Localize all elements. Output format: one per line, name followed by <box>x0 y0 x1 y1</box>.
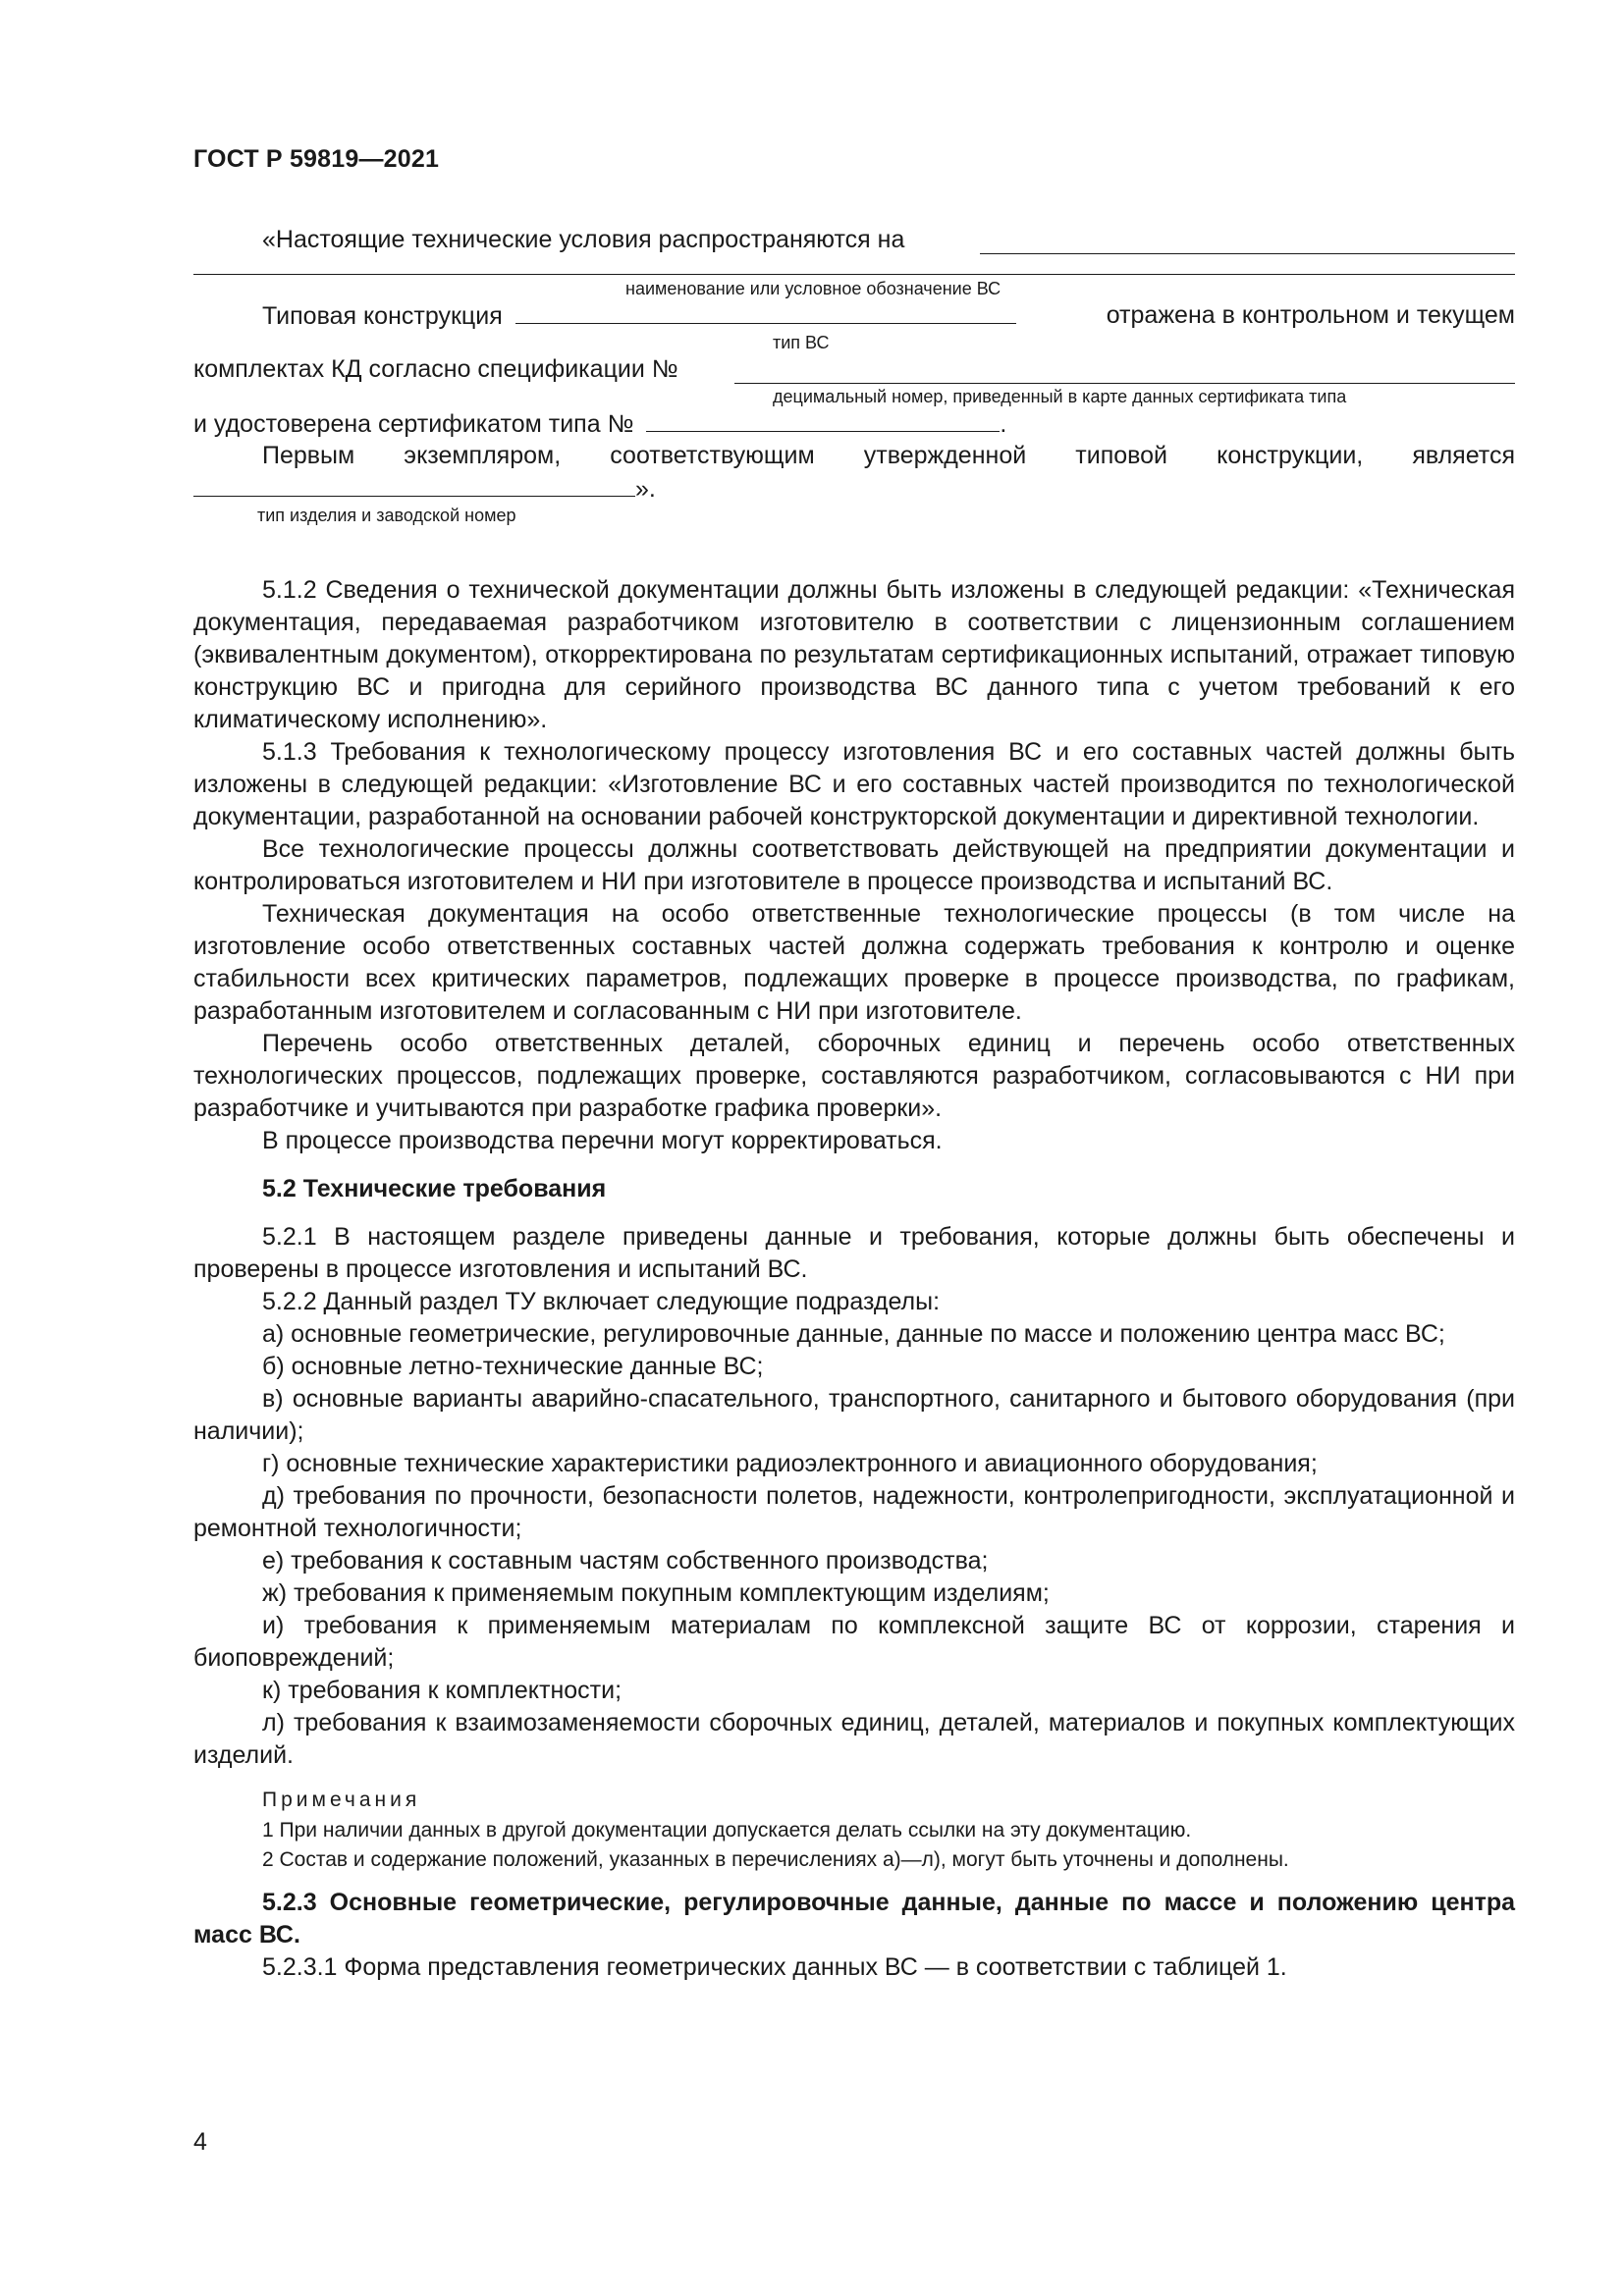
paragraph: В процессе производства перечни могут корректироваться. <box>262 1127 943 1154</box>
paragraph: 5.1.2 Сведения о технической документации должны быть изложены в следующей редакции: «Техническая документация, передаваемая разработчиком изготовителю в соответствии с лицензионным соглашением (эквивалентным документом), откорректирована по результатам сертификационных испытаний, отражает типовую конструкцию ВС и пригодна для серийного производства ВС данного типа с учетом требований к его климатическому исполнению». <box>193 576 1515 733</box>
form-line-1b <box>193 256 1515 278</box>
list-item: а) основные геометрические, регулировочные данные, данные по массе и положению центра масс ВС; <box>262 1320 1445 1348</box>
main-text <box>193 574 1515 1984</box>
caption-row <box>193 332 1515 353</box>
caption-row <box>193 505 1515 526</box>
list-item: л) требования к взаимозаменяемости сборочных единиц, деталей, материалов и покупных комплектующих изделий. <box>193 1709 1515 1769</box>
notes-title: Примечания <box>262 1789 421 1811</box>
form-text: ». <box>635 475 656 503</box>
form-line-1 <box>193 224 1515 256</box>
blank-field <box>193 256 1515 275</box>
caption-row <box>193 386 1515 407</box>
field-caption: тип ВС <box>773 333 830 352</box>
caption-row <box>193 278 1515 299</box>
list-item: е) требования к составным частям собственного производства; <box>262 1547 989 1575</box>
form-line-2 <box>193 299 1515 332</box>
section-heading: 5.2 Технические требования <box>262 1175 607 1202</box>
paragraph: 5.1.3 Требования к технологическому процессу изготовления ВС и его составных частей должны быть изложены в следующей редакции: «Изготовление ВС и его составных частей производится по технологической документации, разработанной на основании рабочей конструкторской документации и директивной технологии. <box>193 738 1515 830</box>
form-text: отражена в контрольном и текущем <box>1106 301 1515 329</box>
list-item: б) основные летно-технические данные ВС; <box>262 1353 764 1380</box>
field-caption: тип изделия и заводской номер <box>257 506 516 525</box>
blank-field <box>515 299 1016 324</box>
list-item: в) основные варианты аварийно-спасательного, транспортного, санитарного и бытового оборудования (при наличии); <box>193 1385 1515 1445</box>
field-caption: децимальный номер, приведенный в карте данных сертификата типа <box>773 387 1347 406</box>
paragraph: 5.2.3.1 Форма представления геометрических данных ВС — в соответствии с таблицей 1. <box>262 1953 1287 1981</box>
list-item: г) основные технические характеристики радиоэлектронного и авиационного оборудования; <box>262 1450 1318 1477</box>
note-item: 2 Состав и содержание положений, указанных в перечислениях а)—л), могут быть уточнены и дополнены. <box>262 1848 1289 1871</box>
standard-header: ГОСТ Р 59819—2021 <box>193 145 440 173</box>
list-item: ж) требования к применяемым покупным комплектующим изделиям; <box>262 1579 1050 1607</box>
form-text: комплектах КД согласно спецификации № <box>193 355 678 383</box>
paragraph: Все технологические процессы должны соответствовать действующей на предприятии документации и контролироваться изготовителем и НИ при изготовителе в процессе производства и испытаний ВС. <box>193 835 1515 895</box>
blank-field <box>646 407 1000 432</box>
paragraph: Техническая документация на особо ответственные технологические процессы (в том числе на изготовление особо ответственных составных частей должна содержать требования к контролю и оценке стабильности всех критических параметров, подлежащих проверке в процессе производства, по графикам, разработанным изготовителем и согласованным с НИ при изготовителе. <box>193 900 1515 1025</box>
section-heading: 5.2.3 Основные геометрические, регулировочные данные, данные по массе и положению центра масс ВС. <box>193 1889 1515 1949</box>
blank-field <box>193 472 635 497</box>
form-text: «Настоящие технические условия распространяются на <box>262 226 905 253</box>
paragraph: Перечень особо ответственных деталей, сборочных единиц и перечень особо ответственных технологических процессов, подлежащих проверке, составляются разработчиком, согласовываются с НИ при разработчике и учитываются при разработке графика проверки». <box>193 1030 1515 1122</box>
form-text: . <box>1000 410 1007 438</box>
note-item: 1 При наличии данных в другой документации допускается делать ссылки на эту документацию. <box>262 1819 1192 1842</box>
form-line-5: Первым экземпляром, соответствующим утвержденной типовой конструкции, является <box>262 442 1515 469</box>
form-line-4 <box>193 407 1515 440</box>
field-caption: наименование или условное обозначение ВС <box>625 279 1001 298</box>
form-line-6 <box>193 472 1515 505</box>
blank-field <box>980 230 1515 254</box>
form-block <box>193 224 1515 526</box>
list-item: д) требования по прочности, безопасности полетов, надежности, контролепригодности, эксплуатационной и ремонтной технологичности; <box>193 1482 1515 1542</box>
paragraph: 5.2.1 В настоящем разделе приведены данные и требования, которые должны быть обеспечены и проверены в процессе изготовления и испытаний ВС. <box>193 1223 1515 1283</box>
form-line-3 <box>193 353 1515 386</box>
blank-field <box>734 359 1515 384</box>
document-page <box>193 0 1515 2296</box>
page-number: 4 <box>193 2128 207 2156</box>
paragraph: 5.2.2 Данный раздел ТУ включает следующие подразделы: <box>262 1288 941 1315</box>
form-text: и удостоверена сертификатом типа № <box>193 410 634 438</box>
list-item: и) требования к применяемым материалам по комплексной защите ВС от коррозии, старения и биоповреждений; <box>193 1612 1515 1672</box>
form-text: Типовая конструкция <box>262 302 503 330</box>
list-item: к) требования к комплектности; <box>262 1677 623 1704</box>
